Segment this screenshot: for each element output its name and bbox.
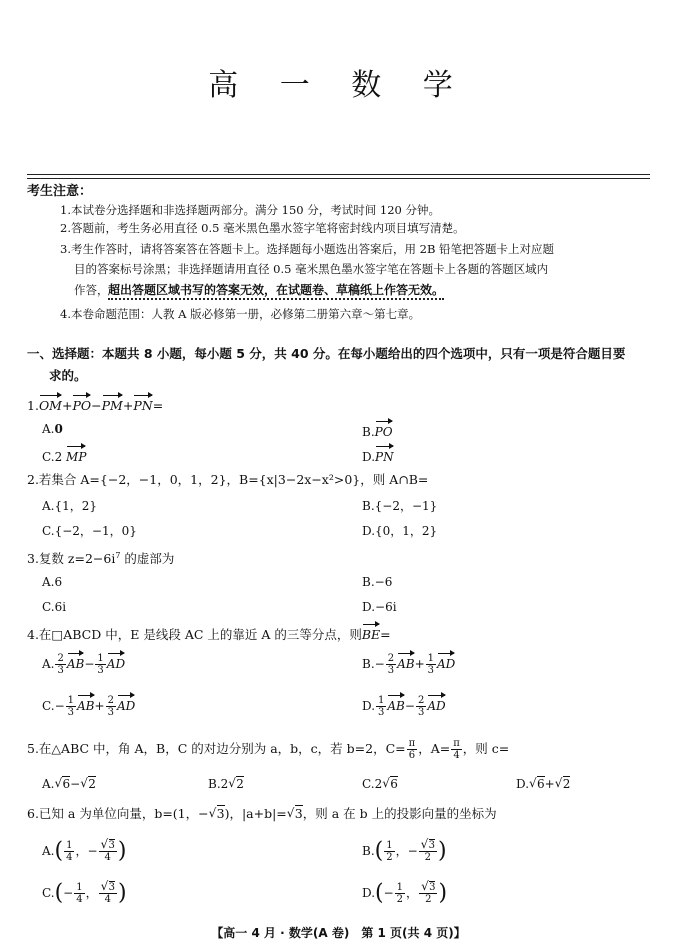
notice-item: 3.考生作答时，请将答案答在答题卡上。选择题每小题选出答案后，用 2B 铅笔把答题卡上对应题 bbox=[60, 242, 555, 256]
q2-option-c: C.{−2，−1，0} bbox=[42, 524, 137, 538]
question-2-stem: 2.若集合 A={−2，−1，0，1，2}，B={x|3−2x−x²>0}，则 A∩B= bbox=[27, 472, 429, 487]
q3-option-b: B.−6 bbox=[362, 575, 393, 589]
divider-rule bbox=[27, 174, 650, 175]
q6-option-a: A.( $\frac{1}{4}$ ，− √ $\frac{3}{4}$ ) bbox=[42, 840, 126, 863]
q3-option-d: D.−6i bbox=[362, 600, 397, 614]
q2-option-a: A.{1，2} bbox=[42, 499, 98, 513]
q4-option-a: A. $\frac{2}{3}$ AB− $\frac{1}{3}$ AD bbox=[42, 653, 126, 676]
q1-option-c: C.2 MP bbox=[42, 445, 86, 466]
notice-emphasis: 超出答题区域书写的答案无效，在试题卷、草稿纸上作答无效。 bbox=[108, 282, 444, 299]
notice-item: 4.本卷命题范围：人教 A 版必修第一册，必修第二册第六章～第七章。 bbox=[60, 307, 421, 321]
q2-option-d: D.{0，1，2} bbox=[362, 524, 438, 538]
notice-item: 2.答题前，考生务必用直径 0.5 毫米黑色墨水签字笔将密封线内项目填写清楚。 bbox=[60, 221, 465, 235]
q4-option-d: D. $\frac{1}{3}$ AB− $\frac{2}{3}$ AD bbox=[362, 695, 446, 718]
section-heading bbox=[27, 343, 652, 387]
notice-item: 作答， bbox=[74, 283, 109, 297]
page-title: 高 一 数 学 bbox=[208, 68, 469, 103]
q5-option-a: A.√ 6−√ 2 bbox=[42, 775, 96, 793]
q5-option-c: C.2√ 6 bbox=[362, 775, 398, 793]
divider-rule bbox=[27, 178, 650, 179]
q2-option-b: B.{−2，−1} bbox=[362, 499, 438, 513]
q4-option-c: C.− $\frac{1}{3}$ AB+ $\frac{2}{3}$ AD bbox=[42, 695, 136, 718]
notice-heading: 考生注意： bbox=[27, 184, 93, 199]
q6-option-d: D.(− $\frac{1}{2}$ ， √ $\frac{3}{2}$ ) bbox=[362, 882, 447, 905]
question-4-stem: 4.在□ABCD 中，E 是线段 AC 上的靠近 A 的三等分点，则BE= bbox=[27, 623, 391, 644]
q1-option-b: B.PO bbox=[362, 420, 393, 441]
section-heading-line: 求的。 bbox=[49, 368, 87, 383]
q3-option-c: C.6i bbox=[42, 600, 67, 614]
q4-option-b: B.− $\frac{2}{3}$ AB+ $\frac{1}{3}$ AD bbox=[362, 653, 456, 676]
notice-item: 1.本试卷分选择题和非选择题两部分。满分 150 分，考试时间 120 分钟。 bbox=[60, 203, 440, 217]
q3-option-a: A.6 bbox=[42, 575, 63, 589]
question-1-stem: 1.OM+PO−PM+PN= bbox=[27, 394, 163, 415]
q5-option-b: B.2√ 2 bbox=[208, 775, 244, 793]
question-5-stem: 5.在△ABC 中，角 A，B，C 的对边分别为 a，b，c，若 b=2，C= $\frac{\pi}{6}$ ，A= $\frac{\pi}{4}$ ，则 c= bbox=[27, 738, 510, 761]
q1-option-a: A.0 bbox=[42, 422, 63, 436]
q6-option-c: C.(− $\frac{1}{4}$ ， √ $\frac{3}{4}$ ) bbox=[42, 882, 127, 905]
section-heading-line: 一、选择题：本题共 8 小题，每小题 5 分，共 40 分。在每小题给出的四个选项中，只有一项是符合题目要 bbox=[27, 346, 626, 361]
q6-option-b: B.( $\frac{1}{2}$ ，− √ $\frac{3}{2}$ ) bbox=[362, 840, 447, 863]
q1-option-d: D.PN bbox=[362, 445, 394, 466]
page-footer: 【高一 4 月 · 数学(A 卷) 第 1 页(共 4 页)】 bbox=[211, 926, 466, 940]
q5-option-d: D.√ 6+√ 2 bbox=[516, 775, 570, 793]
question-3-stem: 3.复数 $z=2-6i^7$ 的虚部为 bbox=[27, 551, 175, 567]
notice-item: 目的答案标号涂黑；非选择题请用直径 0.5 毫米黑色墨水签字笔在答题卡上各题的答题区域内 bbox=[74, 262, 549, 276]
question-6-stem: 6.已知 a 为单位向量，b=(1，−√ 3)，|a+b|=√ 3，则 a 在 b 上的投影向量的坐标为 bbox=[27, 805, 497, 823]
